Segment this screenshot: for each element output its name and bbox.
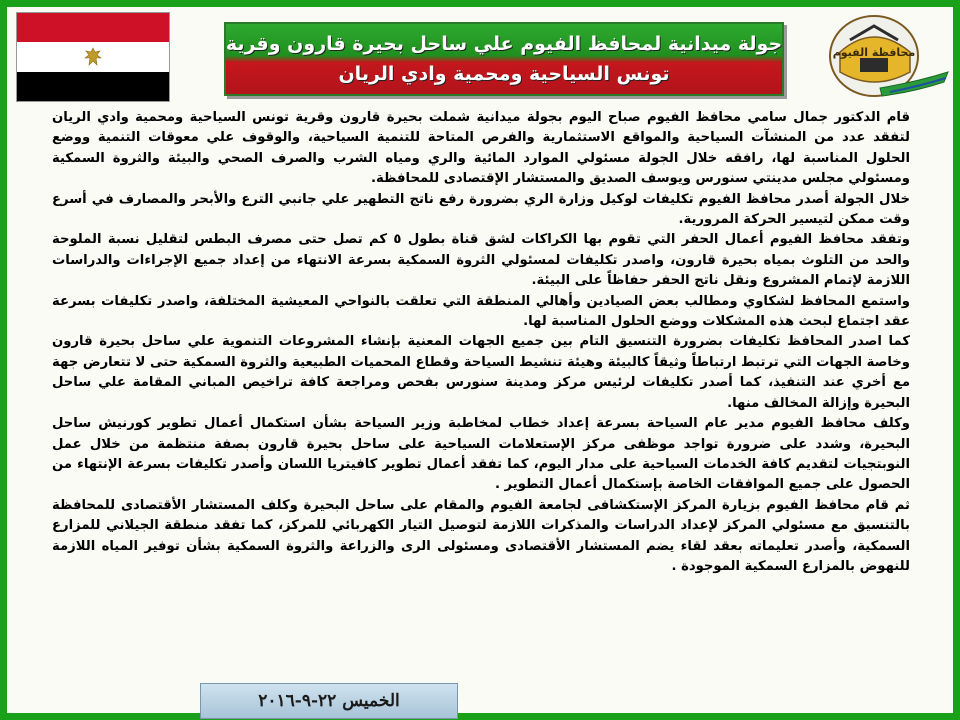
- headline-box: [224, 22, 784, 96]
- flag-white-band: [17, 42, 169, 71]
- logo-text: محافظة الفيوم: [832, 46, 916, 59]
- article-paragraph: واستمع المحافظ لشكاوي ومطالب بعض الصيادين وأهالي المنطقة التي تعلقت بالنواحي المعيشية المختلفة، واصدر تكليفات بسرعة عقد اجتماع لبحث هذه المشكلات ووضع الحلول المناسبة لها.: [52, 293, 910, 330]
- header: [8, 8, 952, 104]
- date-box: [200, 683, 458, 719]
- flag-red-band: [17, 13, 169, 42]
- headline-line-2: تونس السياحية ومحمية وادي الريان: [338, 63, 670, 85]
- article-paragraph: خلال الجولة أصدر محافظ الفيوم تكليفات لوكيل وزارة الري بضرورة رفع ناتج التطهير علي جانبي الترع والأبحر والمصارف في أسرع وقت ممكن لتيسير الحركة المرورية.: [52, 191, 910, 228]
- article-body: [52, 108, 910, 704]
- eagle-icon: [82, 46, 104, 68]
- egypt-flag: [16, 12, 170, 102]
- fayoum-governorate-logo: [820, 12, 952, 104]
- article-paragraph: وتفقد محافظ الفيوم أعمال الحفر التي تقوم بها الكراكات لشق قناة بطول ٥ كم تصل حتى مصرف البطس لتقليل نسبة الملوحة والحد من التلوث بمياه بحيرة قارون، واصدر تكليفات لمسئولي الثروة السمكية بسرعة الانتهاء من إعداد جميع الإجراءات والدراسات اللازمة لإتمام المشروع ونقل ناتج الحفر حفاظاً على البيئة.: [52, 232, 910, 289]
- flag-black-band: [17, 72, 169, 101]
- article-paragraph: ثم قام محافظ الفيوم بزيارة المركز الإستكشافى لجامعة الفيوم والمقام على ساحل البحيرة وكلف المستشار الأقتصادى للمحافظة بالتنسيق مع مسئولي المركز لإعداد الدراسات والمذكرات اللازمة لتوصيل التيار الكهربائي للمركز، كما تفقد منطقة الجيلاني للمزارع السمكية، وأصدر تعليماته بعقد لقاء يضم المستشار الأقتصادى ومسئولى الرى والزراعة والثروة السمكية بشأن توفير المياه اللازمة للنهوض بالمزارع السمكية الموجودة .: [52, 497, 910, 574]
- article-paragraph: وكلف محافظ الفيوم مدير عام السياحة بسرعة إعداد خطاب لمخاطبة وزير السياحة بشأن استكمال أعمال تطوير كورنيش ساحل البحيرة، وشدد على ضرورة تواجد موظفى مركز الإستعلامات السياحية على ساحل بحيرة قارون بصفة منتظمة من خلال عمل النوبتجيات لتقديم كافة الخدمات السياحية على مدار اليوم، كما تفقد أعمال تطوير كافيتريا اللسان وأصدر تكليفات بسرعة الإنتهاء من الحصول على جميع الموافقات الخاصة بإستكمال أعمال التطوير .: [52, 416, 910, 493]
- publish-date: الخميس ٢٢-٩-٢٠١٦: [258, 691, 400, 711]
- article-paragraph: كما اصدر المحافظ تكليفات بضرورة التنسيق التام بين جميع الجهات المعنية بإنشاء المشروعات التنموية علي ساحل بحيرة قارون وخاصة الجهات التي ترتبط ارتباطاً وثيقاً كالبيئة وهيئة تنشيط السياحة وقطاع المحميات الطبيعية والثروة السمكية حتى لا تتعارض جهة مع أخري عند التنفيذ، كما أصدر تكليفات لرئيس مركز ومدينة سنورس بفحص ومراجعة كافة تراخيص المباني المقامة علي ساحل البحيرة وإزالة المخالف منها.: [52, 334, 910, 411]
- headline-line-1: جولة ميدانية لمحافظ الفيوم علي ساحل بحيرة قارون وقرية: [225, 33, 783, 55]
- article-paragraph: قام الدكتور جمال سامي محافظ الفيوم صباح اليوم بجولة ميدانية شملت بحيرة قارون وقرية تونس السياحية ومحمية وادي الريان لتفقد عدد من المنشآت السياحية والمواقع الاستثمارية والفرص المتاحة للتنمية السياحية، والوقوف علي معوقات التنمية ووضع الحلول المناسبة لها، رافقه خلال الجولة مسئولي الموارد المائية والري ومياه الشرب والصرف الصحي والبيئة والثروة السمكية ومسئولي مجلس مدينتي سنورس ويوسف الصديق والمستشار الإقتصادى للمحافظة.: [52, 110, 910, 187]
